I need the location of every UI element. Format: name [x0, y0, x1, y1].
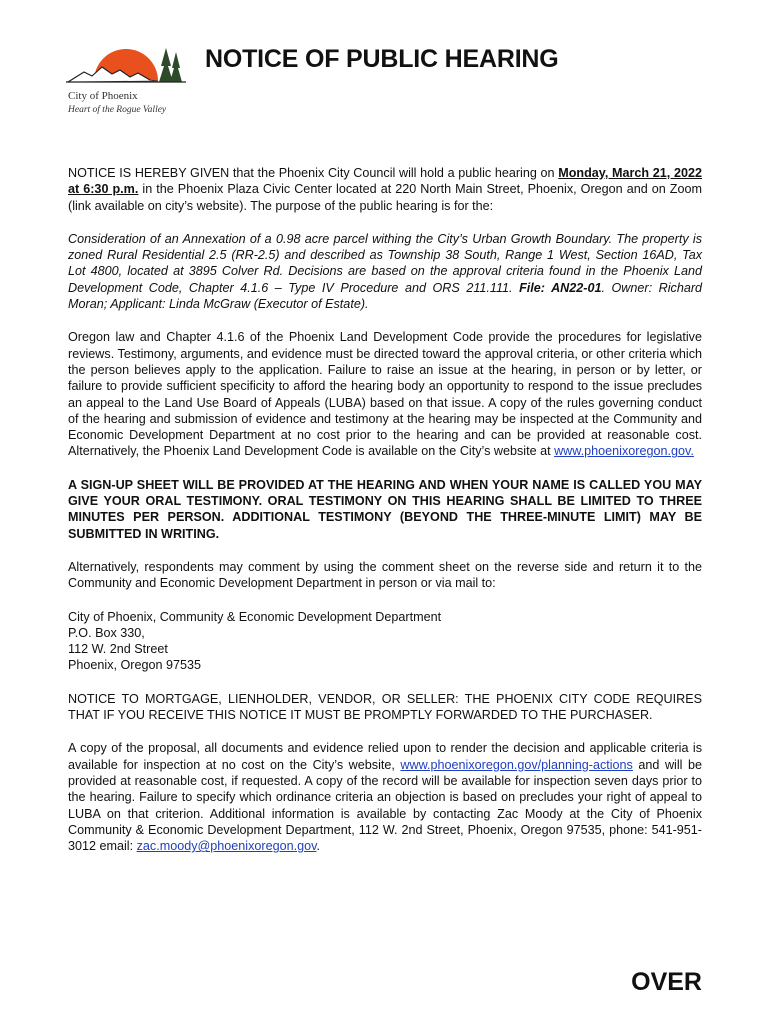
email-link[interactable]: zac.moody@phoenixoregon.gov — [136, 839, 317, 854]
signup-paragraph: A SIGN-UP SHEET WILL BE PROVIDED AT THE HEARING AND WHEN YOUR NAME IS CALLED YOU MAY GIVE YOUR ORAL TESTIMONY. ORAL TESTIMONY ON THIS HEARING SHALL BE LIMITED TO THREE MINUTES PER PERSON. ADDITIONAL TESTIMONY (BEYOND THE THREE-MINUTE LIMIT) MAY BE SUBMITTED IN WRITING. — [68, 477, 702, 541]
logo-tagline: Heart of the Rogue Valley — [68, 105, 167, 115]
logo-text — [68, 89, 166, 117]
copy-text: A copy of the proposal, all documents and evidence relied upon to render the decision and applicable criteria is available for inspection at no cost on the City’s website, — [68, 741, 702, 772]
owner-applicant: . Owner: Richard Moran; Applicant: Linda McGraw (Executor of Estate). — [68, 280, 703, 312]
law-text: Oregon law and Chapter 4.1.6 of the Phoenix Land Development Code provide the procedures for legislative reviews. Testimony, arguments, and evidence must be directed toward the approval criteria, or other criteria which the person believes apply to the application. Failure to raise an issue at the hearing, in person or by letter, or failure to provide sufficient specificity to afford the hearing body an opportunity to respond to the issue precludes an appeal to the Land Use Board of Appeals (LUBA) based on that issue. A copy of the rules governing conduct of the hearing and submission of evidence and testimony at the hearing may be inspected at the Community and Economic Development Department at no cost prior to the hearing and can be provided at reasonable cost. Alternatively, the Phoenix Land Development Code is available on the City’s website at — [68, 330, 702, 459]
over-label: OVER — [631, 968, 702, 996]
address-line: Phoenix, Oregon 97535 — [68, 658, 202, 673]
logo-city-name: City of Phoenix — [68, 90, 138, 102]
intro-paragraph — [68, 165, 702, 214]
address-line: P.O. Box 330, — [68, 625, 145, 640]
notice-body — [68, 165, 702, 871]
planning-actions-link[interactable]: www.phoenixoregon.gov/planning-actions — [400, 757, 633, 772]
copy-end: . — [316, 839, 320, 854]
intro-text-continued: in the Phoenix Plaza Civic Center located at 220 North Main Street, Phoenix, Oregon and on Zoom (link available on city’s website). The purpose of the public hearing is for the: — [68, 182, 702, 213]
alternative-paragraph: Alternatively, respondents may comment by using the comment sheet on the reverse side and return it to the Community and Economic Development Department in person or via mail to: — [68, 559, 702, 591]
page-title: NOTICE OF PUBLIC HEARING — [205, 45, 559, 73]
city-logo — [66, 36, 186, 86]
address-line: 112 W. 2nd Street — [68, 642, 168, 657]
law-paragraph — [68, 329, 702, 459]
website-link[interactable]: www.phoenixoregon.gov. — [554, 444, 694, 459]
file-number: File: AN22-01 — [519, 280, 602, 295]
consideration-paragraph — [68, 231, 702, 312]
copy-text-continued: and will be provided at reasonable cost, if requested. A copy of the record will be available for inspection seven days prior to the hearing. Failure to specify which ordinance criteria an objection is based on precludes your right of appeal to LUBA on that criterion. Additional information is available by contacting Zac Moody at the City of Phoenix Community & Economic Development Department, 112 W. 2nd Street, Phoenix, Oregon 97535, phone: 541-951-3012 email: — [68, 757, 702, 854]
address-line: City of Phoenix, Community & Economic Development Department — [68, 609, 442, 624]
copy-paragraph — [68, 740, 702, 854]
consideration-text: Consideration of an Annexation of a 0.98 acre parcel withing the City’s Urban Growth Boundary. The property is zoned Rural Residential 2.5 (RR-2.5) and described as Township 38 South, Range 1 West, Section 16AD, Tax Lot 4800, located at 3895 Colver Rd. Decisions are based on the approval criteria found in the Phoenix Land Development Code, Chapter 4.1.6 – Type IV Procedure and ORS 211.111. — [68, 231, 702, 295]
mortgage-notice: NOTICE TO MORTGAGE, LIENHOLDER, VENDOR, OR SELLER: THE PHOENIX CITY CODE REQUIRES THAT IF YOU RECEIVE THIS NOTICE IT MUST BE PROMPTLY FORWARDED TO THE PURCHASER. — [68, 691, 702, 723]
hearing-date: Monday, March 21, 2022 at 6:30 p.m. — [68, 166, 702, 197]
intro-text: NOTICE IS HEREBY GIVEN that the Phoenix City Council will hold a public hearing on — [68, 166, 559, 180]
